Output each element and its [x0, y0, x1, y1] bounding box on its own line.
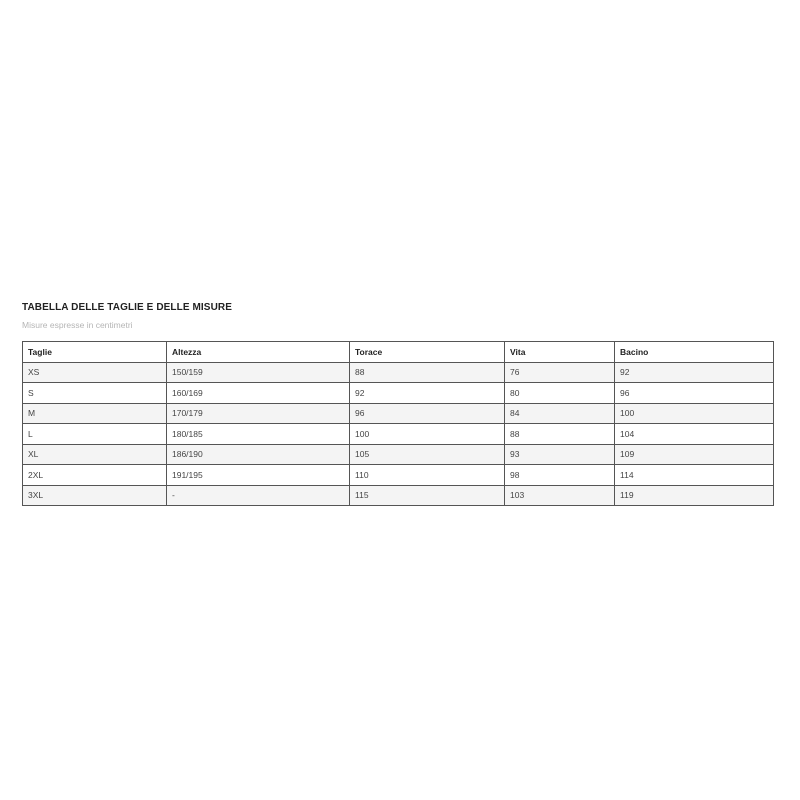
cell-size: XS: [23, 362, 167, 383]
cell-size: S: [23, 383, 167, 404]
size-guide: [22, 302, 773, 506]
cell-size: M: [23, 403, 167, 424]
header-row: [23, 342, 774, 363]
cell-hips: 109: [615, 444, 774, 465]
cell-chest: 115: [350, 485, 505, 506]
header-taglie: Taglie: [23, 342, 167, 363]
page-title: TABELLA DELLE TAGLIE E DELLE MISURE: [22, 302, 232, 313]
cell-waist: 88: [505, 424, 615, 445]
cell-chest: 88: [350, 362, 505, 383]
cell-height: -: [167, 485, 350, 506]
header-altezza: Altezza: [167, 342, 350, 363]
cell-size: L: [23, 424, 167, 445]
cell-height: 180/185: [167, 424, 350, 445]
cell-chest: 96: [350, 403, 505, 424]
page-subtitle: Misure espresse in centimetri: [22, 320, 133, 330]
table-row: [23, 383, 774, 404]
cell-height: 170/179: [167, 403, 350, 424]
header-torace: Torace: [350, 342, 505, 363]
table-row: [23, 403, 774, 424]
cell-height: 150/159: [167, 362, 350, 383]
cell-waist: 76: [505, 362, 615, 383]
size-table-header: [23, 342, 774, 363]
cell-chest: 92: [350, 383, 505, 404]
cell-waist: 93: [505, 444, 615, 465]
cell-hips: 96: [615, 383, 774, 404]
table-row: [23, 465, 774, 486]
cell-waist: 84: [505, 403, 615, 424]
size-table: [22, 341, 774, 506]
cell-height: 160/169: [167, 383, 350, 404]
cell-chest: 105: [350, 444, 505, 465]
header-vita: Vita: [505, 342, 615, 363]
cell-size: XL: [23, 444, 167, 465]
table-row: [23, 444, 774, 465]
cell-chest: 110: [350, 465, 505, 486]
header-bacino: Bacino: [615, 342, 774, 363]
size-table-body: [23, 362, 774, 506]
cell-size: 2XL: [23, 465, 167, 486]
cell-chest: 100: [350, 424, 505, 445]
cell-hips: 92: [615, 362, 774, 383]
cell-waist: 98: [505, 465, 615, 486]
cell-waist: 103: [505, 485, 615, 506]
cell-hips: 119: [615, 485, 774, 506]
table-row: [23, 424, 774, 445]
cell-hips: 100: [615, 403, 774, 424]
table-row: [23, 485, 774, 506]
table-row: [23, 362, 774, 383]
cell-height: 186/190: [167, 444, 350, 465]
cell-size: 3XL: [23, 485, 167, 506]
cell-hips: 104: [615, 424, 774, 445]
cell-hips: 114: [615, 465, 774, 486]
cell-height: 191/195: [167, 465, 350, 486]
cell-waist: 80: [505, 383, 615, 404]
